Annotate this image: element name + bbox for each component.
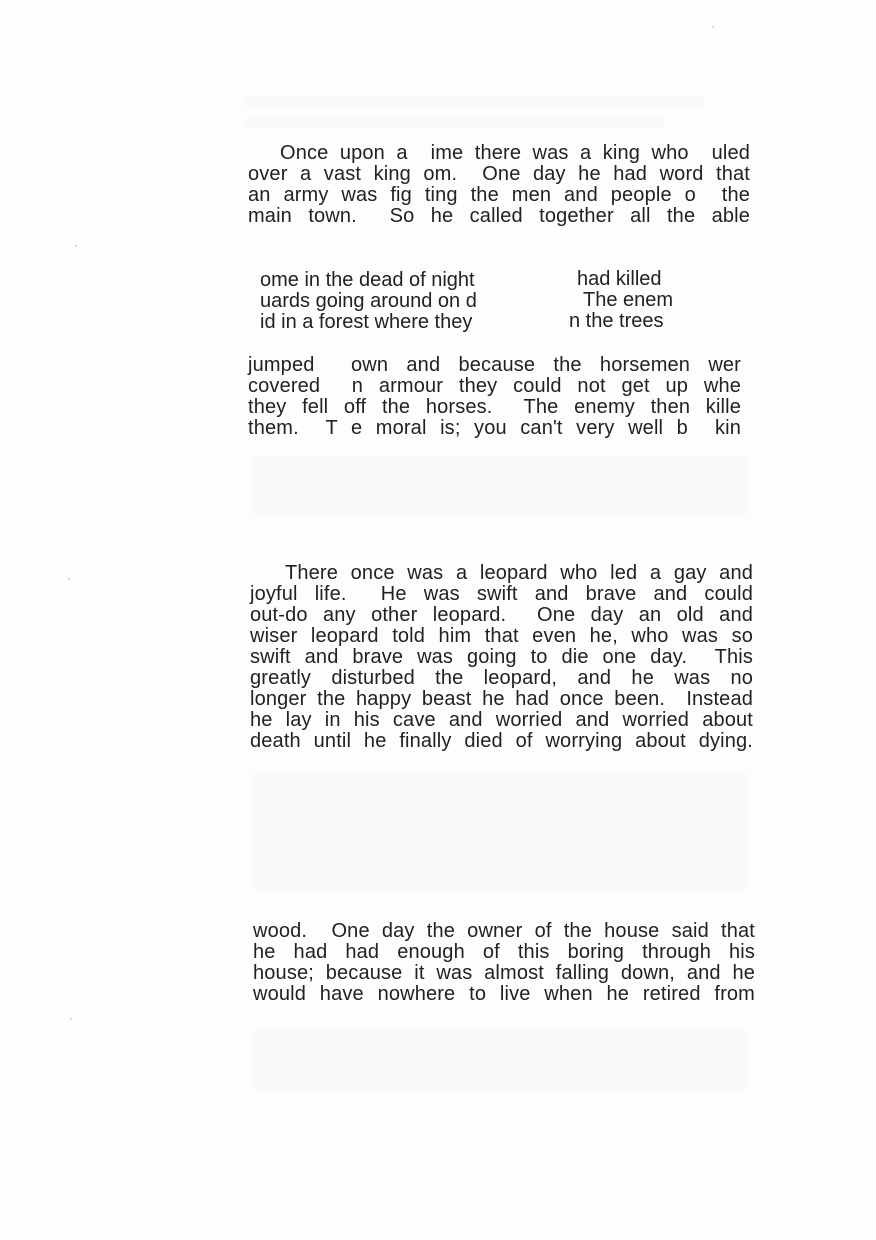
bleed-through-mark <box>250 1030 750 1090</box>
paper-speck <box>70 1018 72 1020</box>
text-line: longer the happy beast he had once been. Instead <box>250 688 753 710</box>
text-fragment-right: had killed <box>577 268 662 290</box>
text-line: covered n armour they could not get up whe <box>248 375 741 397</box>
bleed-through-mark <box>250 770 750 890</box>
text-line: he had had enough of this boring through his <box>253 941 755 963</box>
text-line: death until he finally died of worrying about dying. <box>250 730 753 752</box>
text-line: main town. So he called together all the able <box>248 205 750 227</box>
text-line: he lay in his cave and worried and worried about <box>250 709 753 731</box>
text-line: greatly disturbed the leopard, and he was no <box>250 667 753 689</box>
text-line: joyful life. He was swift and brave and could <box>250 583 753 605</box>
text-fragment-left: ome in the dead of night <box>260 269 475 291</box>
bleed-through-mark <box>245 118 665 128</box>
text-fragment-right: n the trees <box>569 310 664 332</box>
text-line: Once upon a ime there was a king who uled <box>280 142 750 164</box>
bleed-through-mark <box>250 455 750 515</box>
text-line: wood. One day the owner of the house said that <box>253 920 755 942</box>
paper-speck <box>712 26 714 28</box>
text-line: house; because it was almost falling down, and he <box>253 962 755 984</box>
text-fragment-left: uards going around on d <box>260 290 477 312</box>
text-fragment-right: The enem <box>583 289 674 311</box>
text-line: an army was fig ting the men and people o the <box>248 184 750 206</box>
text-line: There once was a leopard who led a gay and <box>285 562 753 584</box>
bleed-through-mark <box>245 95 705 109</box>
text-line: they fell off the horses. The enemy then kille <box>248 396 741 418</box>
text-line: over a vast king om. One day he had word that <box>248 163 750 185</box>
text-line: swift and brave was going to die one day. This <box>250 646 753 668</box>
text-line: wiser leopard told him that even he, who was so <box>250 625 753 647</box>
text-line: them. T e moral is; you can't very well b kin <box>248 417 741 439</box>
text-fragment-left: id in a forest where they <box>260 311 473 333</box>
text-line: jumped own and because the horsemen wer <box>248 354 741 376</box>
paper-speck <box>75 245 77 247</box>
text-line: out-do any other leopard. One day an old and <box>250 604 753 626</box>
text-line: would have nowhere to live when he retired from <box>253 983 755 1005</box>
paper-speck <box>68 578 70 580</box>
